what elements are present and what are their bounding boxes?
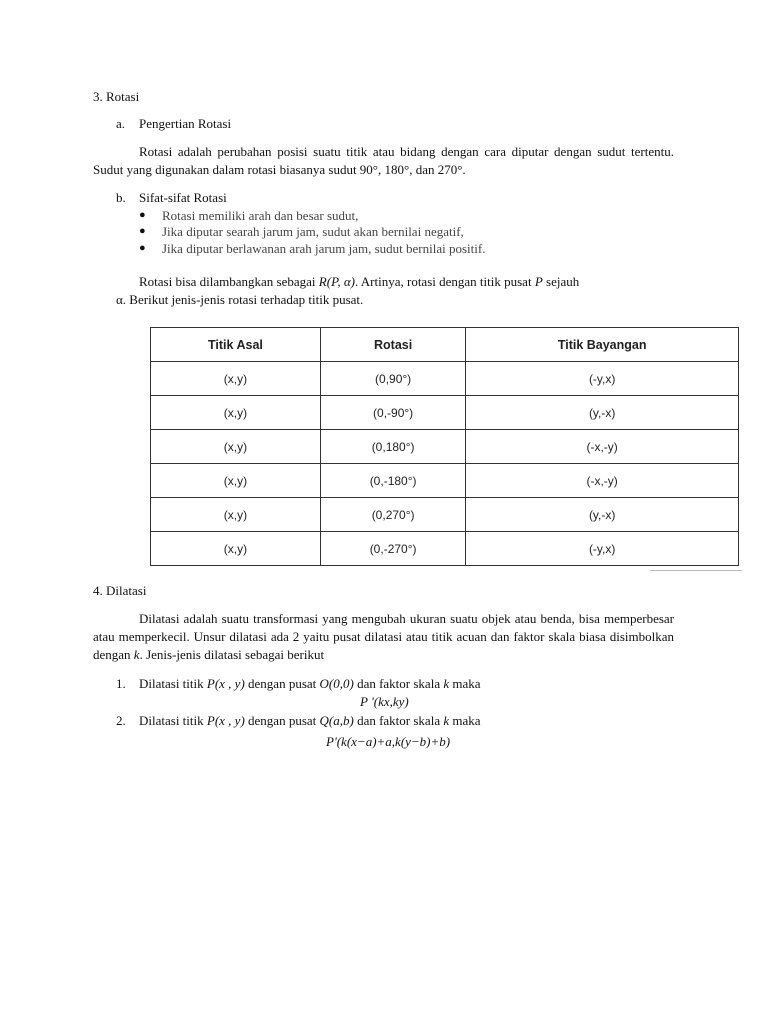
table-cell: (x,y) [151, 396, 321, 430]
math-expression: O(0,0) [319, 676, 354, 691]
table-cell: (y,-x) [466, 498, 739, 532]
list-number: 2. [116, 713, 126, 728]
table-cell: (x,y) [151, 498, 321, 532]
text: Dilatasi titik [139, 713, 207, 728]
table-row [151, 396, 739, 430]
table-row [151, 532, 739, 566]
table-cell: (-y,x) [466, 532, 739, 566]
table-divider [650, 570, 742, 571]
math-expression: k [443, 676, 450, 691]
math-expression: P(x , y) [206, 676, 245, 691]
table-cell: (0,-270°) [320, 532, 465, 566]
rotation-symbol-line-1 [139, 274, 675, 290]
text: dengan pusat [244, 676, 320, 691]
column-header: Titik Bayangan [466, 328, 739, 362]
table-row [151, 362, 739, 396]
dilation-item-2 [139, 713, 481, 729]
text: dan faktor skala [353, 713, 444, 728]
table-cell: (x,y) [151, 430, 321, 464]
bullet-item: Jika diputar berlawanan arah jarum jam, sudut bernilai positif. [162, 241, 486, 256]
dilation-definition-paragraph [93, 610, 674, 664]
section-4-heading: 4. Dilatasi [93, 583, 147, 598]
bullet-marker: ● [139, 242, 146, 254]
table-cell: (0,180°) [320, 430, 465, 464]
rotation-symbol-line-2: α. Berikut jenis-jenis rotasi terhadap titik pusat. [116, 292, 364, 307]
rotation-definition-paragraph: Rotasi adalah perubahan posisi suatu titik atau bidang dengan cara diputar dengan sudut tertentu. Sudut yang digunakan dalam rotasi biasanya sudut 90°, 180°, dan 270°. [93, 144, 674, 177]
text: dan faktor skala [353, 676, 444, 691]
text: maka [449, 676, 481, 691]
table-header-row [151, 328, 739, 362]
math-expression: P(x , y) [206, 713, 245, 728]
table-cell: (x,y) [151, 362, 321, 396]
dilation-item-1 [139, 676, 481, 692]
text: maka [449, 713, 481, 728]
bullet-marker: ● [139, 225, 146, 237]
text: Dilatasi titik [139, 676, 207, 691]
table-cell: (0,-90°) [320, 396, 465, 430]
dilation-formula-2: P'(k(x−a)+a,k(y−b)+b) [326, 734, 451, 749]
subsection-a-label: a. [116, 116, 126, 131]
bullet-item: Jika diputar searah jarum jam, sudut akan bernilai negatif, [162, 224, 464, 239]
math-expression: k [443, 713, 450, 728]
subsection-b-label: b. [116, 190, 126, 205]
subsection-a-title: Pengertian Rotasi [139, 116, 232, 131]
rotation-table [150, 327, 739, 566]
table-cell: (-x,-y) [466, 430, 739, 464]
text: . Jenis-jenis dilatasi sebagai berikut [139, 647, 325, 662]
column-header: Rotasi [320, 328, 465, 362]
list-number: 1. [116, 676, 126, 691]
table-row [151, 430, 739, 464]
text: Rotasi bisa dilambangkan sebagai [139, 274, 319, 289]
table-cell: (0,-180°) [320, 464, 465, 498]
table-cell: (-x,-y) [466, 464, 739, 498]
table-cell: (x,y) [151, 464, 321, 498]
math-expression: Q(a,b) [319, 713, 354, 728]
table-cell: (y,-x) [466, 396, 739, 430]
table-cell: (0,90°) [320, 362, 465, 396]
table-row [151, 498, 739, 532]
table-cell: (-y,x) [466, 362, 739, 396]
table-cell: (0,270°) [320, 498, 465, 532]
column-header: Titik Asal [151, 328, 321, 362]
bullet-item: Rotasi memiliki arah dan besar sudut, [162, 208, 359, 223]
text: sejauh [542, 274, 580, 289]
table-row [151, 464, 739, 498]
text: Dilatasi adalah suatu transformasi yang mengubah ukuran suatu objek atau benda, bisa memperbesar atau memperkecil. Unsur dilatasi ada 2 yaitu pusat dilatasi atau titik acuan dan faktor skala biasa disimbolkan dengan [93, 611, 674, 662]
dilation-formula-1: P '(kx,ky) [360, 694, 409, 709]
rotation-symbol: R(P, α) [318, 274, 355, 289]
subsection-b-title: Sifat-sifat Rotasi [139, 190, 227, 205]
section-3-heading: 3. Rotasi [93, 89, 140, 104]
center-symbol: P [534, 274, 543, 289]
table-cell: (x,y) [151, 532, 321, 566]
text: dengan pusat [244, 713, 320, 728]
text: . Artinya, rotasi dengan titik pusat [355, 274, 535, 289]
bullet-marker: ● [139, 209, 146, 221]
scale-symbol: k [133, 647, 140, 662]
